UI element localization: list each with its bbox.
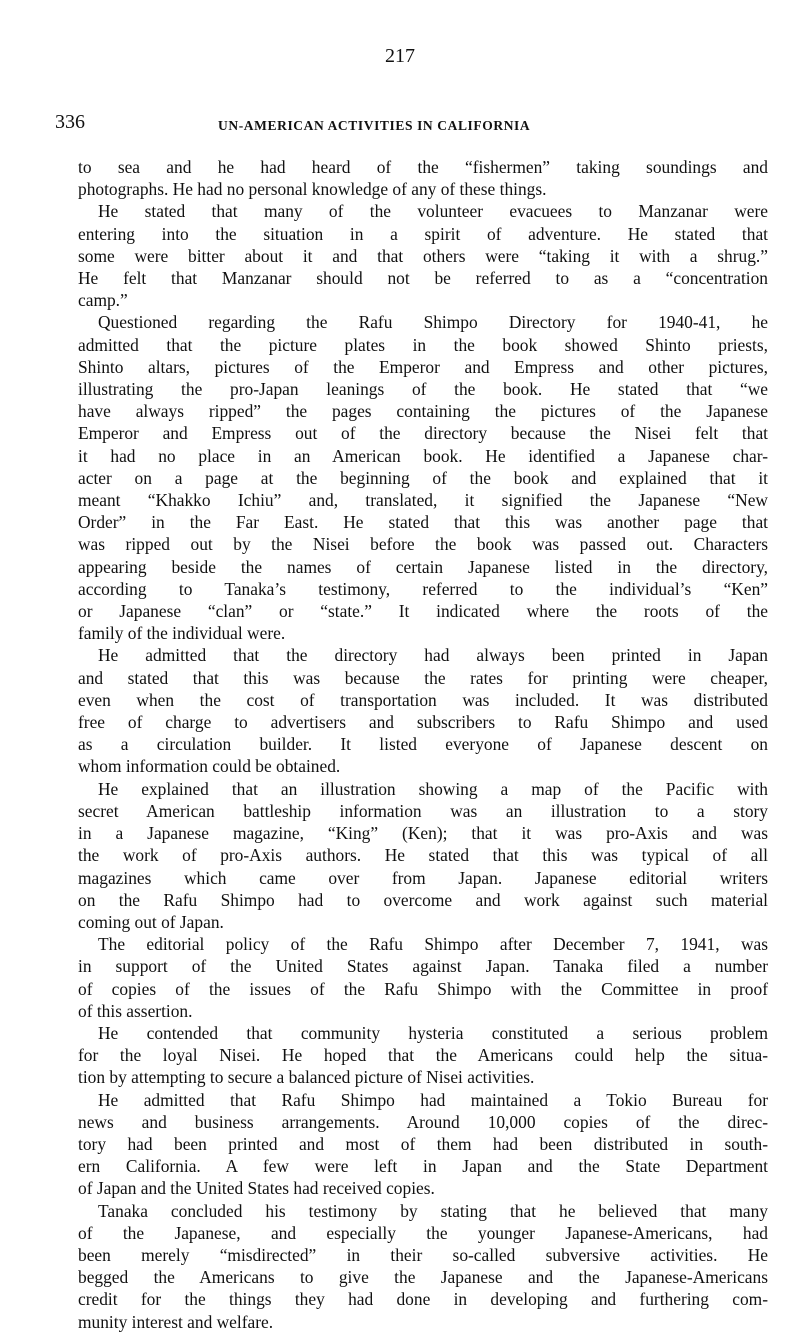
text-line: Order” in the Far East. He stated that this was another page that — [78, 512, 768, 533]
text-line: even when the cost of transportation was included. It was distributed — [78, 689, 768, 710]
text-line: ern California. A few were left in Japan and the State Department — [78, 1156, 768, 1177]
text-line: and stated that this was because the rates for printing were cheaper, — [78, 667, 768, 688]
text-line: entering into the situation in a spirit of adventure. He stated that — [78, 223, 768, 244]
text-line: Tanaka concluded his testimony by stating that he believed that many — [98, 1200, 768, 1221]
text-line: of this assertion. — [78, 1000, 193, 1021]
text-line: photographs. He had no personal knowledge of any of these things. — [78, 179, 547, 200]
body-text — [58, 156, 768, 1333]
text-line: He felt that Manzanar should not be referred to as a “concentration — [78, 268, 768, 289]
text-line: in a Japanese magazine, “King” (Ken); that it was pro-Axis and was — [78, 823, 768, 844]
text-line: acter on a page at the beginning of the book and explained that it — [78, 467, 768, 488]
text-line: as a circulation builder. It listed everyone of Japanese descent on — [78, 734, 768, 755]
paragraph — [58, 200, 768, 311]
text-line: was ripped out by the Nisei before the book was passed out. Characters — [78, 534, 768, 555]
text-line: have always ripped” the pages containing the pictures of the Japanese — [78, 401, 768, 422]
text-line: secret American battleship information was an illustration to a story — [78, 800, 768, 821]
text-line: appearing beside the names of certain Japanese listed in the directory, — [78, 556, 768, 577]
text-line: of the Japanese, and especially the younger Japanese-Americans, had — [78, 1222, 768, 1243]
text-line: family of the individual were. — [78, 623, 286, 644]
text-line: tory had been printed and most of them had been distributed in south- — [78, 1133, 768, 1154]
paragraph — [58, 933, 768, 1022]
text-line: He admitted that the directory had always been printed in Japan — [98, 645, 768, 666]
text-line: magazines which came over from Japan. Japanese editorial writers — [78, 867, 768, 888]
page-top-number: 217 — [385, 45, 415, 67]
text-line: whom information could be obtained. — [78, 756, 341, 777]
text-line: The editorial policy of the Rafu Shimpo after December 7, 1941, was — [98, 934, 768, 955]
paragraph — [58, 644, 768, 777]
running-head: UN-AMERICAN ACTIVITIES IN CALIFORNIA — [218, 118, 531, 133]
paragraph — [58, 311, 768, 644]
text-line: begged the Americans to give the Japanese and the Japanese-Americans — [78, 1267, 768, 1288]
paragraph — [58, 1200, 768, 1333]
text-line: meant “Khakko Ichiu” and, translated, it signified the Japanese “New — [78, 490, 768, 511]
paragraph — [58, 778, 768, 933]
paragraph — [58, 1022, 768, 1089]
text-line: He explained that an illustration showing a map of the Pacific with — [98, 778, 768, 799]
text-line: or Japanese “clan” or “state.” It indicated where the roots of the — [78, 601, 768, 622]
text-line: to sea and he had heard of the “fishermen” taking soundings and — [78, 157, 768, 177]
text-line: admitted that the picture plates in the book showed Shinto priests, — [78, 334, 768, 355]
text-line: He stated that many of the volunteer evacuees to Manzanar were — [98, 201, 768, 222]
text-line: some were bitter about it and that others were “taking it with a shrug.” — [78, 245, 768, 266]
text-line: camp.” — [78, 290, 128, 311]
text-line: the work of pro-Axis authors. He stated that this was typical of all — [78, 845, 768, 866]
text-line: for the loyal Nisei. He hoped that the Americans could help the situa- — [78, 1045, 768, 1066]
text-line: Shinto altars, pictures of the Emperor and Empress and other pictures, — [78, 356, 768, 377]
text-line: news and business arrangements. Around 10,000 copies of the direc- — [78, 1111, 768, 1132]
text-line: of Japan and the United States had received copies. — [78, 1178, 435, 1199]
text-line: Questioned regarding the Rafu Shimpo Directory for 1940-41, he — [98, 312, 768, 333]
paragraph — [58, 156, 768, 200]
text-line: He contended that community hysteria constituted a serious problem — [98, 1022, 768, 1043]
text-line: munity interest and welfare. — [78, 1311, 274, 1332]
text-line: He admitted that Rafu Shimpo had maintained a Tokio Bureau for — [98, 1089, 768, 1110]
text-line: on the Rafu Shimpo had to overcome and work against such material — [78, 889, 768, 910]
text-line: tion by attempting to secure a balanced picture of Nisei activities. — [78, 1067, 535, 1088]
text-line: it had no place in an American book. He identified a Japanese char- — [78, 445, 768, 466]
text-line: illustrating the pro-Japan leanings of the book. He stated that “we — [78, 379, 768, 400]
paragraph — [58, 1089, 768, 1200]
header-page-number: 336 — [55, 111, 85, 133]
text-line: free of charge to advertisers and subscribers to Rafu Shimpo and used — [78, 712, 768, 733]
text-line: Emperor and Empress out of the directory because the Nisei felt that — [78, 423, 768, 444]
text-line: in support of the United States against Japan. Tanaka filed a number — [78, 956, 768, 977]
text-line: credit for the things they had done in developing and furthering com- — [78, 1289, 768, 1310]
text-line: been merely “misdirected” in their so-called subversive activities. He — [78, 1244, 768, 1265]
text-line: according to Tanaka’s testimony, referred to the individual’s “Ken” — [78, 578, 768, 599]
text-line: of copies of the issues of the Rafu Shimpo with the Committee in proof — [78, 978, 768, 999]
text-line: coming out of Japan. — [78, 911, 224, 932]
